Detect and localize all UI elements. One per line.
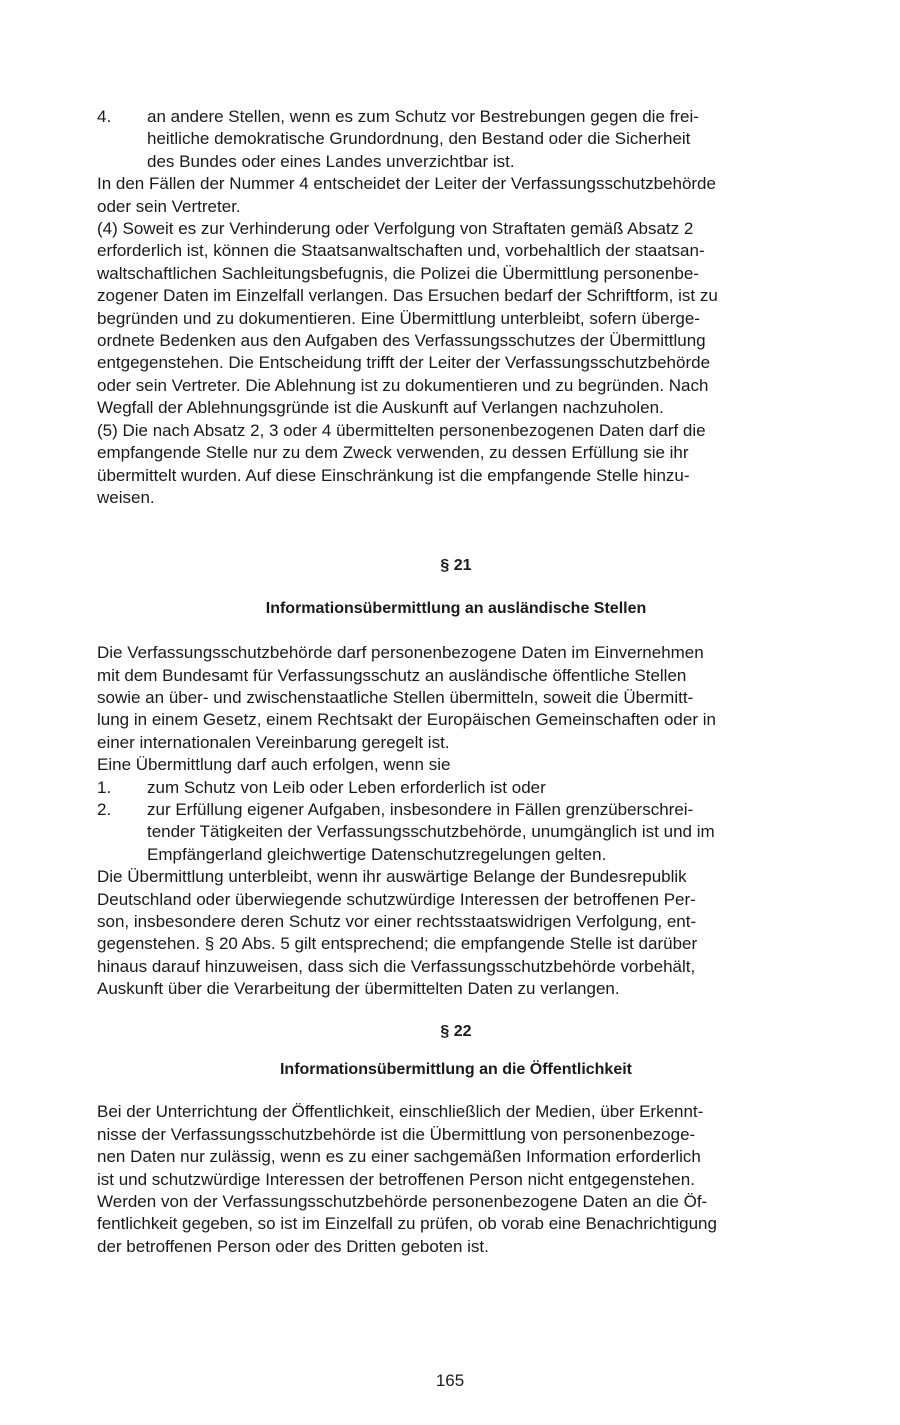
text-line: ordnete Bedenken aus den Aufgaben des Verfassungsschutzes der Übermittlung: [97, 331, 706, 351]
paragraph-absatz-4: [97, 218, 815, 420]
text-line: Auskunft über die Verarbeitung der übermittelten Daten zu verlangen.: [97, 979, 620, 999]
text-line: nen Daten nur zulässig, wenn es zu einer sachgemäßen Information erforderlich: [97, 1147, 701, 1167]
text-line: mit dem Bundesamt für Verfassungsschutz an ausländische öffentliche Stellen: [97, 665, 687, 685]
text-line: ist und schutzwürdige Interessen der betroffenen Person nicht entgegenstehen.: [97, 1169, 695, 1189]
text-line: oder sein Vertreter. Die Ablehnung ist zu dokumentieren und zu begründen. Nach: [97, 375, 709, 395]
text-line: tender Tätigkeiten der Verfassungsschutzbehörde, unumgänglich ist und im: [147, 822, 715, 842]
text-line: zur Erfüllung eigener Aufgaben, insbesondere in Fällen grenzüberschrei-: [147, 799, 694, 819]
list-item-2: [97, 799, 815, 866]
section-22-body: [97, 1101, 815, 1258]
list-item-number: 1.: [97, 777, 112, 797]
section-21-closing: [97, 866, 815, 1000]
list-item-number: 4.: [97, 107, 112, 126]
text-line: Die Verfassungsschutzbehörde darf personenbezogene Daten im Einvernehmen: [97, 643, 704, 663]
list-item-text: [147, 106, 815, 173]
page-content: [97, 106, 815, 1258]
list-item-number: 2.: [97, 799, 112, 819]
text-line: übermittelt wurden. Auf diese Einschränkung ist die empfangende Stelle hinzu-: [97, 465, 690, 485]
text-line: sowie an über- und zwischenstaatliche Stellen übermitteln, soweit die Übermitt-: [97, 687, 694, 707]
text-line: Die Übermittlung unterbleibt, wenn ihr auswärtige Belange der Bundesrepublik: [97, 867, 687, 887]
text-line: waltschaftlichen Sachleitungsbefugnis, die Polizei die Übermittlung personenbe-: [97, 263, 699, 283]
text-line: Empfängerland gleichwertige Datenschutzregelungen gelten.: [147, 844, 607, 864]
paragraph-absatz-5: [97, 420, 815, 510]
text-line: son, insbesondere deren Schutz vor einer rechtsstaatswidrigen Verfolgung, ent-: [97, 912, 697, 931]
text-line: einer internationalen Vereinbarung geregelt ist.: [97, 732, 450, 752]
list-item-text: [147, 777, 815, 799]
text-line: zum Schutz von Leib oder Leben erforderlich ist oder: [147, 777, 546, 797]
list-item-text: [147, 799, 815, 866]
section-21-number: § 21: [440, 557, 472, 575]
paragraph-nummer-4-decision: [97, 173, 815, 218]
text-line: gegenstehen. § 20 Abs. 5 gilt entsprechend; die empfangende Stelle ist darüber: [97, 934, 698, 954]
text-line: des Bundes oder eines Landes unverzichtbar ist.: [147, 151, 515, 171]
list-item-4: [97, 106, 815, 173]
text-line: weisen.: [97, 487, 155, 507]
text-line: der betroffenen Person oder des Dritten geboten ist.: [97, 1236, 489, 1256]
text-line: Deutschland oder überwiegende schutzwürdige Interessen der betroffenen Per-: [97, 889, 696, 909]
text-line: erforderlich ist, können die Staatsanwaltschaften und, vorbehaltlich der staatsan-: [97, 241, 705, 261]
text-line: an andere Stellen, wenn es zum Schutz vor Bestrebungen gegen die frei-: [147, 107, 699, 126]
text-line: begründen und zu dokumentieren. Eine Übermittlung unterbleibt, sofern überge-: [97, 308, 700, 328]
text-line: lung in einem Gesetz, einem Rechtsakt der Europäischen Gemeinschaften oder in: [97, 710, 716, 730]
list-item-1: [97, 777, 815, 799]
section-22-number: § 22: [440, 1022, 472, 1040]
text-line: In den Fällen der Nummer 4 entscheidet der Leiter der Verfassungsschutzbehörde: [97, 174, 716, 194]
section-21-lead: Eine Übermittlung darf auch erfolgen, wenn sie: [97, 755, 451, 775]
text-line: oder sein Vertreter.: [97, 196, 241, 216]
text-line: zogener Daten im Einzelfall verlangen. Das Ersuchen bedarf der Schriftform, ist zu: [97, 286, 718, 306]
text-line: hinaus darauf hinzuweisen, dass sich die Verfassungsschutzbehörde vorbehält,: [97, 956, 696, 976]
text-line: entgegenstehen. Die Entscheidung trifft der Leiter der Verfassungsschutzbehörde: [97, 353, 711, 373]
section-22-title: Informationsübermittlung an die Öffentlichkeit: [279, 1061, 632, 1079]
section-21-title: Informationsübermittlung an ausländische Stellen: [265, 599, 647, 617]
section-21-intro: [97, 642, 815, 754]
text-line: empfangende Stelle nur zu dem Zweck verwenden, zu dessen Erfüllung sie ihr: [97, 443, 689, 463]
text-line: Werden von der Verfassungsschutzbehörde personenbezogene Daten an die Öf-: [97, 1192, 708, 1212]
text-line: (4) Soweit es zur Verhinderung oder Verfolgung von Straftaten gemäß Absatz 2: [97, 219, 694, 239]
text-line: Wegfall der Ablehnungsgründe ist die Auskunft auf Verlangen nachzuholen.: [97, 398, 664, 418]
text-line: fentlichkeit gegeben, so ist im Einzelfall zu prüfen, ob vorab eine Benachrichtigung: [97, 1214, 717, 1234]
page-number: 165: [435, 1371, 465, 1390]
text-line: Bei der Unterrichtung der Öffentlichkeit, einschließlich der Medien, über Erkennt-: [97, 1102, 704, 1122]
text-line: nisse der Verfassungsschutzbehörde ist die Übermittlung von personenbezoge-: [97, 1124, 696, 1144]
text-line: (5) Die nach Absatz 2, 3 oder 4 übermittelten personenbezogenen Daten darf die: [97, 420, 706, 440]
text-line: heitliche demokratische Grundordnung, den Bestand oder die Sicherheit: [147, 129, 691, 149]
